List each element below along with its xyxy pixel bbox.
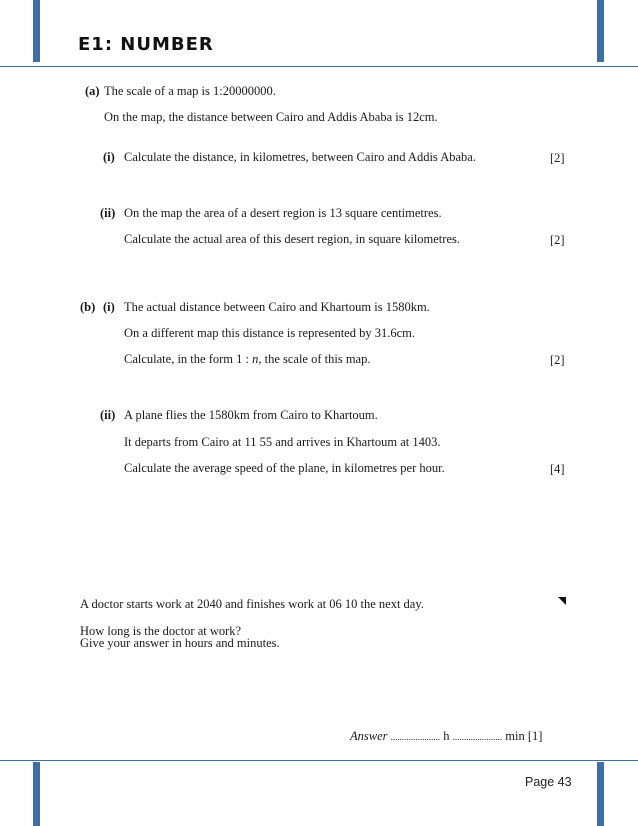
doctor-question-line3: Give your answer in hours and minutes. bbox=[80, 636, 280, 650]
question-a-i-label: (i) bbox=[103, 150, 115, 164]
question-b-label: (b) bbox=[80, 300, 96, 314]
answer-marks: [1] bbox=[527, 729, 543, 743]
question-a-ii-label: (ii) bbox=[100, 206, 116, 220]
question-a-ii-marks: [2] bbox=[550, 233, 565, 247]
question-b-ii-label: (ii) bbox=[100, 408, 116, 422]
answer-hours-blank[interactable]: ...................... bbox=[390, 732, 441, 742]
question-b-i-label: (i) bbox=[103, 300, 115, 314]
question-b-i-line1: The actual distance between Cairo and Khartoum is 1580km. bbox=[124, 300, 430, 314]
question-b-i-line2: On a different map this distance is represented by 31.6cm. bbox=[124, 326, 416, 340]
question-a-ii-line1: On the map the area of a desert region is 13 square centimetres. bbox=[124, 206, 442, 220]
left-bottom-bar bbox=[33, 762, 40, 826]
question-a-label: (a) bbox=[85, 84, 100, 98]
question-b-i-marks: [2] bbox=[550, 353, 565, 367]
answer-label: Answer bbox=[350, 729, 388, 743]
question-a-stem: The scale of a map is 1:20000000. bbox=[104, 84, 276, 98]
question-b-i-line3-var: n bbox=[252, 352, 259, 366]
question-b-i-line3 bbox=[124, 352, 370, 367]
question-b-ii-line3: Calculate the average speed of the plane, in kilometres per hour. bbox=[124, 461, 445, 475]
question-b-ii-line2: It departs from Cairo at 11 55 and arrives in Khartoum at 1403. bbox=[124, 435, 441, 449]
right-bottom-bar bbox=[597, 762, 604, 826]
question-b-ii-line1: A plane flies the 1580km from Cairo to Khartoum. bbox=[124, 408, 378, 422]
page-number: Page 43 bbox=[525, 775, 572, 789]
question-a-ii-line2: Calculate the actual area of this desert region, in square kilometres. bbox=[124, 232, 460, 246]
doctor-question-line2: How long is the doctor at work? bbox=[80, 624, 242, 638]
left-top-bar bbox=[33, 0, 40, 62]
question-b-ii-marks: [4] bbox=[550, 462, 565, 476]
question-b-i-line3-post: , the scale of this map. bbox=[258, 352, 371, 366]
question-a-i-marks: [2] bbox=[550, 151, 565, 165]
footer-rule bbox=[0, 760, 638, 761]
corner-triangle-icon bbox=[558, 597, 566, 605]
answer-line bbox=[350, 729, 542, 744]
answer-minutes-unit: min bbox=[505, 729, 525, 743]
doctor-question-line1: A doctor starts work at 2040 and finishes work at 06 10 the next day. bbox=[80, 597, 424, 611]
right-top-bar bbox=[597, 0, 604, 62]
header-title: E1: NUMBER bbox=[78, 34, 214, 55]
header-rule bbox=[0, 66, 638, 67]
answer-minutes-blank[interactable]: ...................... bbox=[452, 732, 503, 742]
answer-hours-unit: h bbox=[443, 729, 450, 743]
question-a-i-text: Calculate the distance, in kilometres, between Cairo and Addis Ababa. bbox=[124, 150, 476, 164]
question-a-context: On the map, the distance between Cairo and Addis Ababa is 12cm. bbox=[104, 110, 438, 124]
question-b-i-line3-pre: Calculate, in the form 1 : bbox=[124, 352, 253, 366]
